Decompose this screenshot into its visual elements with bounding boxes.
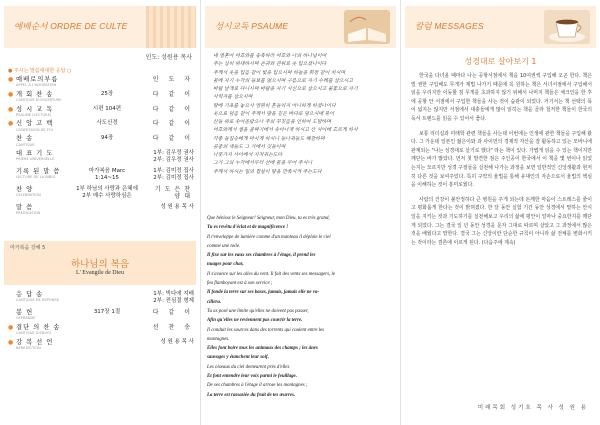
message-column — [400, 0, 600, 425]
psalm-korean-line: 산들 위로 솟아올랐으나 주의 꾸짖음을 인하여 도망하며 — [213, 119, 331, 125]
message-paragraph: 사람의 건강이 불안정하다 큰 병원을 주게 되는데 돈깨한 마음이 스트레스를 줄이고 평화롭게 한다는 것이 밝혀졌다. 한 달 동안 실험 기간 동안 성경에서 말하는 안식일을 지키는 것과 기도하기를 실천해보고 우리의 삶에 평안이 얼마나 중요한지를 깨닫게 되었다. 그는 결국 일 년 동안 성경을 문자 그대로 따르며 살았고 그 과정에서 많은 것을 배웠다고 말한다. 결국 그는 신앙이란 단순한 규칙이 아니라 삶 전체를 변화시키는 것이라는 결론에 이르게 된다. (다음주에 계속) — [411, 196, 592, 246]
psalm-column — [200, 0, 400, 425]
order-row — [8, 120, 194, 132]
order-row — [8, 106, 194, 118]
order-row — [8, 150, 194, 165]
order-row — [8, 135, 194, 147]
order-row — [8, 324, 194, 336]
order-item-leader: 다 같 이 — [152, 135, 194, 143]
psalm-french-line: Il t'enveloppe de lumière comme d'un manteau il déploie le ciel — [207, 234, 331, 240]
message-title: 성경대로 살아보기 1 — [464, 57, 537, 66]
message-header-band — [405, 6, 596, 48]
psalm-french-line: Tu as posé une limite qu'elles ne doivent pas passer, — [207, 308, 309, 314]
psalm-korean-line: 여호와께서 샘을 골짜기에서 솟아나게 하시고 산 사이에 흐르게 하사 — [213, 127, 358, 134]
sermon-box — [4, 241, 196, 285]
psalm-french-line: Elles font boire tous les animaux des champs ; les ânes — [207, 346, 318, 352]
order-item-leader: 1부: 김미정 집사 2부: 김미정 집사 — [153, 167, 194, 182]
order-item-name: 성 시 교 독 PSAUME (LECTURE) — [16, 106, 66, 118]
order-item-french: APPEL A L'ADORATION — [16, 83, 57, 88]
psalm-korean-line: 그가 그의 누각에서부터 산에 물을 부어 주시니 — [213, 160, 313, 167]
psalm-french-line: De ses chambres à l'étage il arrose les montagnes ; — [207, 383, 308, 389]
psalm-korean-line: 사역자를 삼으시며 — [213, 94, 253, 101]
order-header-title: 예배순서 ORDRE DE CULTE — [14, 21, 128, 31]
order-marker: ● — [8, 105, 14, 113]
order-marker: ● — [8, 76, 14, 83]
order-item-french: OFFRANDE — [16, 316, 36, 321]
order-item-detail: 317장 1절 — [93, 309, 121, 315]
psalm-french-line: comme une toile. — [207, 243, 241, 249]
order-item-detail: 94장 — [100, 135, 114, 142]
psalm-header-band — [205, 6, 396, 48]
order-item-name: 기록 된 말 씀 LECTURE DE LA BIBLE — [16, 168, 66, 180]
psalm-french-line: cillera. — [207, 299, 221, 305]
order-item-name: 봉 헌 OFFRANDE — [16, 309, 66, 321]
order-row — [8, 168, 194, 183]
order-item-french: PREDICATION — [16, 211, 41, 216]
order-item-leader: 다 같 이 — [152, 90, 194, 98]
header-decoration — [146, 6, 196, 48]
psalm-french-line: Il conduit les sources dans des torrents qui coulent entre les — [207, 327, 325, 333]
order-item-french: CANTIQUE — [16, 142, 35, 147]
order-row — [8, 291, 194, 306]
message-header-title: 칼럼 MESSAGES — [415, 21, 484, 31]
psalm-french-line: feu flamboyant est à son service ; — [207, 281, 273, 287]
order-marker: ● — [8, 323, 14, 331]
order-item-french: CANTIQUE D'ENVOI — [16, 331, 51, 336]
psalm-french-text — [207, 214, 396, 400]
psalm-french-line: montagnes. — [207, 336, 230, 342]
order-item-french: CONFESSION DE FOI — [16, 127, 53, 132]
psalm-french-line: Il fonde la terre sur ses bases, jamais, jamais elle ne va- — [207, 290, 320, 296]
psalm-korean-line: 주께서 하시는 일의 결실이 땅을 만족시켜 주는도다 — [213, 168, 322, 175]
order-item-name: 찬 송 CANTIQUE — [16, 135, 66, 147]
order-row — [8, 204, 194, 216]
order-item-french: CANTIQUE D'OUVERTURE — [16, 98, 62, 103]
book-icon — [344, 10, 390, 44]
order-item-french: CELEBRATION — [16, 193, 41, 198]
message-paragraph: 한국을 다녀올 때마다 나는 공항서점에서 책을 10여권씩 구입해 오곤 한다. 책은 빌 권한 구입해도 무게가 제법 나가기 때문에 꼭 원하는 책은 서녀서점에서 구입해서 읽을 우리지만 이동할 짐 무게를 초과하지 않기 위해서 나머지 책들은 체크인을 한 후에 공항 안 서점에서 구입한 책들을 사는 것이 습관이 되었다. 거기서는 책 선택의 폭이 넓지는 않지만 서점에서 대충들에게 많이 읽히는 책을 골라 철저한 책들이 한국의 독서 트렌드를 읽을 수 있어서 좋다. — [411, 73, 592, 122]
order-of-worship-column — [0, 0, 200, 425]
order-header-band — [4, 6, 196, 48]
order-item-name: 대 표 기 도 PRIERE UNIVERSELLE — [16, 150, 66, 162]
psalm-french-line: sauvages y étanchent leur soif. — [207, 355, 269, 361]
sermon-title-french: L' Evangile de Dieu — [76, 270, 124, 276]
order-marker: ● — [8, 338, 14, 346]
order-item-french: LECTURE DE LA BIBLE — [16, 175, 56, 180]
worship-order-list-after-sermon — [8, 291, 194, 353]
psalm-french-line: Et font entendre leur voix parmi le feuillage. — [207, 374, 297, 380]
psalm-header-title: 성시교독 PSAUME — [215, 21, 289, 31]
order-row — [8, 91, 194, 103]
leader-label: 인도: 성원용 목사 — [145, 54, 192, 61]
order-item-detail: 마가복음 Marc 1:14~15 — [88, 167, 126, 182]
order-marker: ● — [8, 120, 14, 128]
order-item-french: CANTIQUE DE REPONSE — [16, 298, 59, 303]
psalm-french-line: Il s'avance sur les ailes du vent. Il fait des vents ses messagers, le — [207, 271, 336, 277]
order-row — [8, 309, 194, 321]
order-item-leader: 성 원 용 목 사 — [160, 338, 194, 345]
order-item-leader: 다 같 이 — [152, 120, 194, 128]
message-paragraph: 보통 리더십과 미래학 관련 책들을 사는데 이번에는 인생에 관한 책들을 구입해 왔다. 그 가운데 일본인 젊은이와 과 사이먼의 경제적 자산을 잘 활동하고 있는 모바니에 관계되는 "나는 성경대로 살기로 했다" 라는 책이 있다. 가볍게 읽을 수 있는 책이지만 깨닫는 바가 많았다. 먼저 첫 발견한 점은 주인공이 한국에서 이 책을 몇 번이나 읽었는지는 모르지만 성경 구절들을 실천해 나가는 과정을 보면 일반적인 신앙생활과 현저히 다른 것을 보여주었다. 특히 구약의 율법을 통해 유대인의 자손으로서 율법의 핵심을 이해하는 것이 흥미로웠다. — [411, 130, 593, 189]
order-row — [8, 186, 194, 201]
order-item-french: BENEDICTION — [16, 346, 41, 350]
order-item-name: 예배로의부름 APPEL A L'ADORATION — [16, 76, 66, 88]
order-row — [8, 339, 194, 351]
sermon-series-label: 마가복음 강해 5 — [10, 245, 46, 251]
psalm-french-line: Les oiseaux du ciel demeurent près d'elles — [207, 364, 290, 370]
order-item-name: 개 회 찬 송 CANTIQUE D'OUVERTURE — [16, 91, 66, 103]
order-item-detail: 25장 — [100, 90, 114, 97]
psalm-korean-line: 내 영혼아 여호와를 송축하라 여호와 나의 하나님이여 — [213, 53, 327, 59]
order-item-name: 말 씀 PREDICATION — [16, 204, 66, 216]
order-item-leader: 성 원 용 목 사 — [160, 203, 194, 210]
psalm-korean-line: 공중의 새들도 그 가에서 깃들이며 — [213, 143, 286, 150]
order-item-french: PRIERE UNIVERSELLE — [16, 157, 55, 162]
order-item-detail: 1부 하님의 사랑과 은혜에 2부 예수 사랑하심은 — [76, 185, 138, 200]
order-item-name: 신 앙 고 백 CONFESSION DE FOI — [16, 120, 66, 132]
psalm-korean-line: 바람 날개로 다니시며 바람을 자기 사신으로 삼으시고 불꽃으로 자기 — [213, 86, 358, 92]
sermon-title-korean: 하나님의 복음 — [70, 259, 130, 270]
psalm-french-line: nuages pour char, — [207, 262, 244, 268]
order-marker: ● — [8, 90, 14, 98]
order-item-detail: 시편 104편 — [92, 105, 122, 112]
psalm-french-line: Afin qu'elles ne reviennent pas couvrir la terre. — [207, 318, 303, 324]
psalm-french-line: Que bénisse le Seigneur! Seigneur, mon Dieu, tu es très grand, — [207, 216, 330, 221]
order-row — [8, 76, 194, 88]
message-body — [411, 72, 592, 253]
order-item-name: 결단 의 찬 송 CANTIQUE D'ENVOI — [16, 324, 66, 336]
psalm-korean-line: 각종 들짐승에게 마시게 하시니 들나귀들도 해갈하며 — [213, 135, 325, 142]
psalm-french-line: Tu es revêtu d'éclat et de magnificence ! — [207, 225, 289, 231]
psalm-french-line: La terre est rassasiée du fruit de tes œuvres. — [207, 392, 296, 398]
order-item-leader: 인 도 자 — [152, 76, 194, 83]
psalm-korean-text — [213, 52, 392, 176]
psalm-korean-line: 물에 자기 누각의 들보를 얹으시며 구름으로 자기 수레를 삼으시고 — [213, 77, 353, 84]
order-item-detail: 사도신경 — [96, 120, 118, 127]
psalm-korean-line: 주는 심히 위대하시며 존귀와 권위로 옷 입으셨나이다 — [213, 61, 327, 68]
psalm-korean-line: 옷으로 덮음 같이 주께서 땅을 깊은 바다로 덮으시매 물이 — [213, 110, 335, 117]
order-item-name: 강 복 선 언 BENEDICTION — [16, 339, 66, 351]
order-item-leader: 기도은찬양대 — [154, 185, 194, 201]
order-item-leader: 1부: 빅다에 지배 2부: 전심결 형제 — [153, 291, 194, 305]
order-item-name: 찬 양 CELEBRATION — [16, 186, 66, 198]
psalm-korean-line: 주께서 옷을 입음 같이 빛을 입으시며 하늘을 휘장 같이 치시며 — [213, 69, 346, 76]
order-item-leader: 다 같 이 — [152, 309, 194, 316]
psalm-korean-line: 나뭇가지 사이에서 지저귀는도다 — [213, 152, 283, 158]
order-item-leader: 1부: 김우정 권사 2부: 김우정 권사 — [153, 149, 194, 164]
section-subhead: ● 주시는 말씀에대한 응답 ○ — [8, 68, 72, 74]
psalm-french-line: Il fixe sur les eaux ses chambres à l'étage, il prend les — [207, 253, 316, 259]
order-item-name: 응 답 송 CANTIQUE DE REPONSE — [16, 291, 66, 303]
worship-order-list — [8, 76, 194, 219]
coffee-cup-icon — [544, 10, 590, 44]
order-item-leader: 다 같 이 — [152, 105, 194, 113]
order-item-leader: 선 찬 송 — [152, 323, 194, 331]
psalm-korean-line: 땅에 기초를 놓으사 영원히 흔들리지 아니하게 하셨나이다 — [213, 102, 336, 109]
order-item-french: PSAUME (LECTURE) — [16, 113, 52, 117]
message-signature: 미래목회 성기호 목 사 성 원 용 — [477, 405, 588, 411]
